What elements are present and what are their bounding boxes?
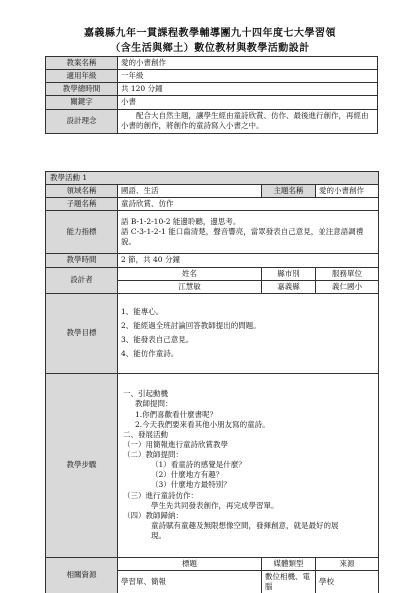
designer-unit-header: 服務單位 — [316, 267, 379, 280]
resource-media: 數位相機、電腦 — [262, 570, 316, 593]
designer-label: 設計者 — [46, 267, 118, 293]
grade-label: 適用年級 — [46, 70, 118, 83]
plan-name-label: 教案名稱 — [46, 57, 118, 70]
steps-cell — [118, 373, 379, 557]
designer-name: 江慧敏 — [118, 280, 262, 293]
indicator-cell — [118, 211, 379, 254]
theme-label: 主題名稱 — [262, 185, 316, 198]
designer-city: 嘉義縣 — [262, 280, 316, 293]
resource-source-header: 來源 — [316, 557, 379, 570]
activity-time-label: 教學時間 — [46, 254, 118, 267]
resources-label: 相關資源 — [46, 557, 118, 593]
total-time-label: 教學總時間 — [46, 83, 118, 96]
resource-title: 學習單、簡報 — [118, 570, 262, 593]
indicator-1: 語 B-1-2-10-2 能邊聆聽，邊思考。 — [121, 217, 241, 227]
plan-name-value: 愛的小書創作 — [118, 57, 378, 70]
document-title-line1: 嘉義縣九年一貫課程教學輔導團九十四年度七大學習領 — [84, 28, 336, 39]
step-line: 學生先共同發表創作，再完成學習單。 — [151, 500, 279, 510]
step-line: 教師提問： — [135, 399, 173, 409]
step-line: （2）什麼地方有趣？ — [151, 470, 224, 480]
step-line: （一）用簡報進行童詩欣賞教學 — [123, 439, 228, 449]
document-title-line2: （含生活與鄉土）數位教材與教學活動設計 — [110, 43, 310, 54]
plan-info-table — [45, 56, 378, 134]
step-line: 童詩賦有童趣及無限想像空間，發揮創意，就是最好的展 — [151, 520, 339, 530]
concept-label: 設計理念 — [46, 109, 118, 133]
step-line: 二、發展活動 — [123, 429, 168, 439]
goals-label: 教學目標 — [46, 293, 118, 373]
domain-label: 領域名稱 — [46, 185, 118, 198]
total-time-value: 共 120 分鐘 — [118, 83, 378, 96]
step-line: 1.你們喜歡看什麼書呢？ — [135, 409, 218, 419]
keyword-label: 關鍵字 — [46, 96, 118, 109]
goal-item: 4、能仿作童詩。 — [121, 349, 179, 359]
activity-table — [45, 171, 379, 593]
keyword-value: 小書 — [118, 96, 378, 109]
step-line: （二）教師提問： — [123, 450, 183, 460]
designer-name-header: 姓名 — [118, 267, 262, 280]
resource-media-header: 媒體類型 — [262, 557, 316, 570]
concept-value: 配合大自然主題，讓學生經由童詩欣賞、仿作、最後進行創作，再經由小書的創作，將創作的童詩寫入小書之中。 — [118, 109, 378, 133]
goals-cell — [118, 293, 379, 373]
step-line: 現。 — [151, 531, 166, 541]
theme-value: 愛的小書創作 — [316, 185, 379, 198]
step-line: 一、引起動機 — [123, 389, 168, 399]
step-line: （3）什麼地方最特別？ — [151, 480, 231, 490]
steps-label: 教學步驟 — [46, 373, 118, 557]
subtheme-value: 童詩欣賞、仿作 — [118, 198, 379, 211]
activity-time-value: 2 節，共 40 分鐘 — [118, 254, 379, 267]
resource-title-header: 標題 — [118, 557, 262, 570]
activity-header: 教學活動 1 — [46, 172, 379, 185]
indicator-2: 語 C-3-1-2-1 能口齒清楚，聲音響亮，當眾發表自己意見，並注意語調禮貌。 — [121, 227, 364, 247]
step-line: （四）教師歸納： — [123, 510, 183, 520]
step-line: （1）看童詩的感覺是什麼？ — [151, 460, 246, 470]
resource-source: 學校 — [316, 570, 379, 593]
designer-unit: 義仁國小 — [316, 280, 379, 293]
designer-city-header: 縣市別 — [262, 267, 316, 280]
subtheme-label: 子題名稱 — [46, 198, 118, 211]
step-line: 2.今天我們要來看其他小朋友寫的童詩。 — [135, 419, 270, 429]
indicator-label: 能力指標 — [46, 211, 118, 254]
grade-value: 一年級 — [118, 70, 378, 83]
step-line: （三）進行童詩仿作： — [123, 490, 198, 500]
goal-item: 2、能經過全班討論回答教師提出的問題。 — [121, 321, 261, 331]
goal-item: 3、能發表自己意見。 — [121, 335, 194, 345]
goal-item: 1、能專心。 — [121, 307, 164, 316]
domain-value: 國語、生活 — [118, 185, 262, 198]
